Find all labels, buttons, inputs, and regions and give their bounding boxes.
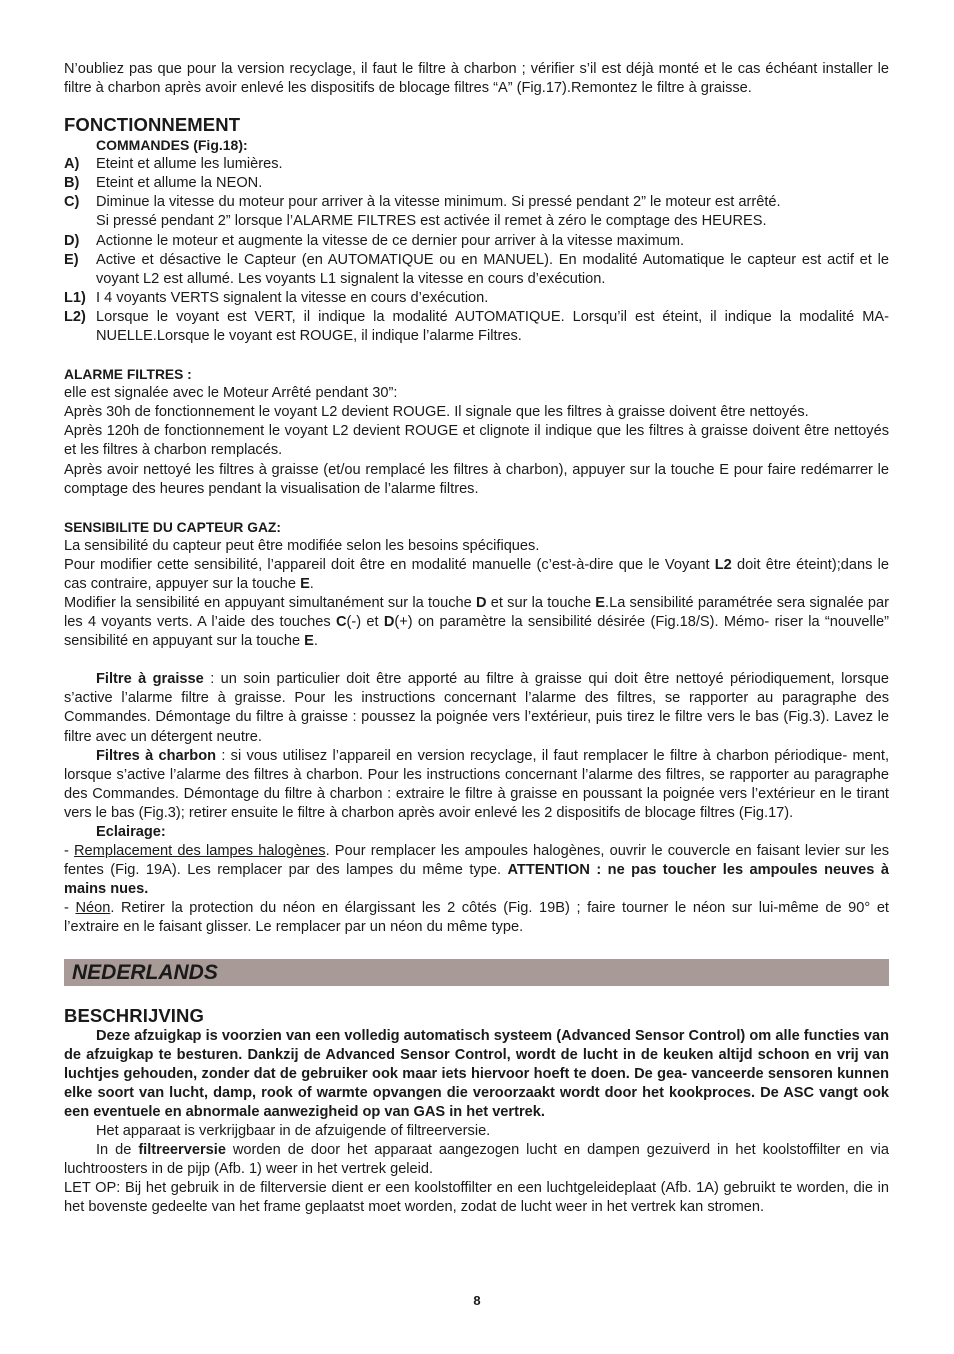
command-text: Diminue la vitesse du moteur pour arriver à la vitesse minimum. Si pressé pendant 2” le moteur est arrêté.: [96, 194, 781, 211]
command-text: Lorsque le voyant est VERT, il indique la modalité AUTOMATIQUE. Lorsqu’il est éteint, il indique la modalité MA- NUELLE.Lorsque le voyant est ROUGE, il indique l’alarme Filtres.: [96, 308, 889, 345]
text: -: [64, 843, 75, 860]
commandes-title: COMMANDES (Fig.18):: [96, 137, 248, 154]
command-text: I 4 voyants VERTS signalent la vitesse en cours d’exécution.: [96, 289, 489, 306]
text: worden de door het apparaat aangezogen lucht en dampen gezuiverd in het koolstoffilter en via luchtroosters in de pijp (Afb. 1) weer in het vertrek geleid.: [64, 1142, 889, 1178]
text: .: [309, 575, 314, 592]
command-text-group: [96, 193, 889, 231]
command-key: L2): [64, 308, 86, 325]
text-bold: E: [304, 633, 314, 650]
command-item-b: [64, 174, 889, 193]
command-key: B): [64, 175, 80, 192]
capteur-line: La sensibilité du capteur peut être modifiée selon les besoins spécifiques.: [64, 537, 540, 554]
command-item-a: [64, 155, 889, 174]
text-bold: C: [335, 614, 347, 631]
command-item-e: [64, 251, 889, 289]
text-bold: E: [595, 594, 606, 611]
beschrijving-bold-paragraph: Deze afzuigkap is voorzien van een volledig automatisch systeem (Advanced Sensor Control) om alle functies van de afzuigkap te besturen. Dankzij de Advanced Sensor Control, wordt de lucht in de keuken altijd schoon en vrij van luchtjes gehouden, zonder dat de gebruiker ook maar iets hiervoor hoeft te doen. De gea- vanceerde sensoren kunnen elke soort van lucht, damp, rook of warmte opvangen die veroorzaakt wordt door het kookproces. De ASC vangt ook een eventuele en abnormale aanwezigheid op van GAS in het vertrek.: [64, 1027, 889, 1120]
filtre-charbon-paragraph: [64, 747, 889, 823]
text: (+) on paramètre la sensibilité désirée (Fig.18/S). Mémo- riser la “nouvelle” sensibilité en appuyant sur la touche: [64, 614, 889, 650]
command-item-d: [64, 232, 889, 251]
filtre-graisse-paragraph: [64, 670, 889, 746]
text: Modifier la sensibilité en appuyant simultanément sur la touche: [64, 594, 476, 611]
alarme-title: ALARME FILTRES :: [64, 367, 192, 383]
language-banner: [64, 959, 889, 986]
text-bold: L2: [714, 556, 732, 573]
text: . Pour remplacer les ampoules halogènes, ouvrir le couvercle en faisant levier sur les fentes (Fig. 19A). Les remplacer par des lampes du même type.: [64, 843, 889, 879]
command-item-l2: [64, 308, 889, 346]
text-bold: Filtres à charbon: [96, 747, 217, 764]
text-underlined: Remplacement des lampes halogènes: [74, 843, 326, 860]
section-title-fonctionnement: FONCTIONNEMENT: [64, 114, 241, 136]
beschrijving-paragraph-3: LET OP: Bij het gebruik in de filterversie dient er een koolstoffilter en een luchtgeleideplaat (Afb. 1A) gebruikt te worden, die in het bovenste gedeelte van het frame geplaatst moet worden, zodat de lucht weer in het vertrek kan stromen.: [64, 1180, 889, 1216]
command-text: Actionne le moteur et augmente la vitesse de ce dernier pour arriver à la vitesse maximum.: [96, 232, 685, 249]
text: .La sensibilité paramétrée sera signalée par les 4 voyants verts. A l’aide des touches: [64, 594, 889, 631]
text: . Retirer la protection du néon en élargissant les 2 côtés (Fig. 19B) ; faire tourner le néon sur lui-même de 90° et l’extraire en le faisant glisser. Le remplacer par un néon du même type.: [64, 900, 889, 936]
capteur-paragraph-3: [64, 594, 889, 651]
command-text: Eteint et allume la NEON.: [96, 175, 263, 192]
text: Pour modifier cette sensibilité, l’appareil doit être en modalité manuelle (c’est-à-dire que le Voyant: [64, 556, 715, 573]
command-key: E): [64, 251, 79, 268]
command-key: C): [64, 194, 80, 211]
text: (-) et: [346, 614, 384, 631]
text-bold: Filtre à graisse: [96, 671, 204, 688]
capteur-title: SENSIBILITE DU CAPTEUR GAZ:: [64, 519, 281, 535]
page-content: [64, 60, 889, 1218]
alarme-line: Après avoir nettoyé les filtres à graisse (et/ou remplacé les filtres à charbon), appuyer sur la touche E pour faire redémarrer le comptage des heures pendant la visualisation de l’alarme filtres.: [64, 461, 889, 497]
command-text: Eteint et allume les lumières.: [96, 156, 283, 173]
text-bold: D: [476, 594, 487, 611]
text-bold: E: [300, 575, 310, 592]
alarme-line: elle est signalée avec le Moteur Arrêté pendant 30”:: [64, 385, 398, 402]
text: .: [313, 633, 318, 650]
command-text-continued: Si pressé pendant 2” lorsque l’ALARME FILTRES est activée il remet à zéro le comptage des HEURES.: [96, 213, 767, 230]
language-banner-title: NEDERLANDS: [72, 960, 218, 984]
neon-paragraph: [64, 899, 889, 937]
eclairage-title: Eclairage:: [96, 824, 166, 840]
command-item-c: [64, 193, 889, 231]
text-bold: filtreerversie: [138, 1142, 226, 1159]
text: : un soin particulier doit être apporté au filtre à graisse qui doit être nettoyé périodiquement, lorsque s’active l’alarme filtre à graisse. Pour les instructions concernant l’alarme des filtres, se rapporter au paragraphe des Commandes. Démontage du filtre à graisse : poussez la poignée vers l’extérieur, puis tirez le filtre vers le bas (Fig.3). Lavez le filtre avec un détergent neutre.: [64, 671, 889, 745]
command-text: Active et désactive le Capteur (en AUTOMATIQUE ou en MANUEL). En modalité Automatique le capteur est actif et le voyant L2 est allumé. Les voyants L1 signalent la vitesse en cours d’exécution.: [96, 251, 889, 287]
command-item-l1: [64, 289, 889, 308]
text: doit être éteint);dans le cas contraire, appuyer sur la touche: [64, 556, 889, 592]
halogenes-paragraph: [64, 842, 889, 899]
command-key: L1): [64, 289, 86, 306]
command-key: D): [64, 232, 80, 249]
text-bold: D: [383, 614, 395, 631]
intro-paragraph: N’oubliez pas que pour la version recyclage, il faut le filtre à charbon ; vérifier s’il est déjà monté et le cas échéant installer le filtre à charbon après avoir enlevé les dispositifs de blocage filtres “A” (Fig.17).Remontez le filtre à graisse.: [64, 61, 889, 97]
text: : si vous utilisez l’appareil en version recyclage, il faut remplacer le filtre à charbon périodique- ment, lorsque s’active l’alarme des filtres à charbon. Pour les instructions concernant l’alarme des filtres, se rapporter au paragraphe des Commandes. Démontage du filtre à charbon : extraire le filtre à graisse en poussant la poignée vers l’extérieur en le tirant vers le bas (Fig.3); retirer ensuite le filtre à charbon après avoir enlevé les 2 dispositifs de blocage filtres (Fig.17).: [64, 747, 890, 821]
text: -: [64, 900, 76, 917]
text: et sur la touche: [486, 594, 596, 611]
beschrijving-paragraph-2: [64, 1141, 889, 1179]
alarme-line: Après 120h de fonctionnement le voyant L2 devient ROUGE et clignote il indique que les filtres à graisse doivent être nettoyés et les filtres à charbon remplacés.: [64, 423, 889, 459]
warning-text: ATTENTION : ne pas toucher les ampoules neuves à mains nues.: [64, 862, 889, 898]
capteur-paragraph-2: [64, 556, 889, 594]
text: In de: [96, 1142, 139, 1159]
text-underlined: Néon: [75, 900, 111, 917]
command-key: A): [64, 156, 80, 173]
beschrijving-paragraph-1: Het apparaat is verkrijgbaar in de afzuigende of filtreerversie.: [96, 1123, 491, 1140]
alarme-line: Après 30h de fonctionnement le voyant L2 devient ROUGE. Il signale que les filtres à graisse doivent être nettoyés.: [64, 404, 809, 421]
section-title-beschrijving: BESCHRIJVING: [64, 1004, 204, 1026]
page-number: 8: [473, 1293, 481, 1308]
